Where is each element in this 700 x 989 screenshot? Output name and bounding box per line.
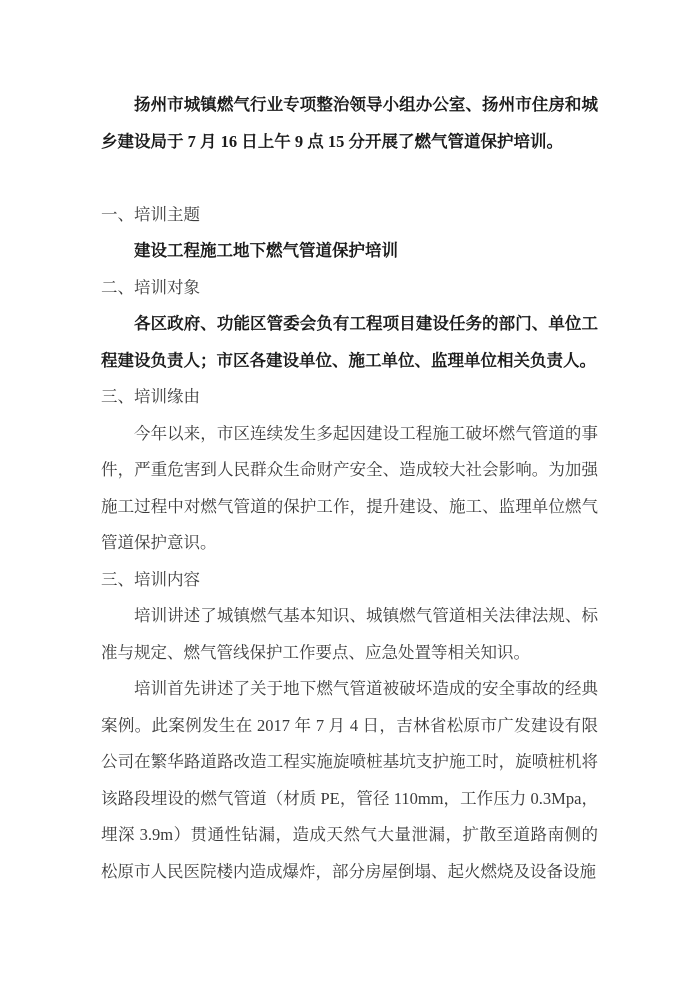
document-body	[101, 87, 598, 890]
section-4-heading: 三、培训内容	[101, 569, 200, 589]
blank-line	[101, 160, 598, 197]
section-3-paragraph: 今年以来，市区连续发生多起因建设工程施工破坏燃气管道的事件，严重危害到人民群众生命财产安全、造成较大社会影响。为加强施工过程中对燃气管道的保护工作，提升建设、施工、监理单位燃气管道保护意识。	[101, 423, 598, 552]
section-4-paragraph-2: 培训首先讲述了关于地下燃气管道被破坏造成的安全事故的经典案例。此案例发生在 2017 年 7 月 4 日，吉林省松原市广发建设有限公司在繁华路道路改造工程实施旋喷桩基坑支护施工时，旋喷桩机将该路段埋设的燃气管道（材质 PE，管径 110mm，工作压力 0.3Mpa，埋深 3.9m）贯通性钻漏，造成天然气大量泄漏，扩散至道路南侧的松原市人民医院楼内造成爆炸，部分房屋倒塌、起火燃烧及设备设施	[101, 679, 598, 881]
section-2-paragraph: 各区政府、功能区管委会负有工程项目建设任务的部门、单位工程建设负责人；市区各建设单位、施工单位、监理单位相关负责人。	[101, 314, 598, 370]
section-2-heading: 二、培训对象	[101, 277, 200, 297]
section-1-paragraph: 建设工程施工地下燃气管道保护培训	[134, 241, 398, 260]
section-1-heading: 一、培训主题	[101, 204, 200, 224]
section-3-heading: 三、培训缘由	[101, 387, 200, 406]
section-4-paragraph-1: 培训讲述了城镇燃气基本知识、城镇燃气管道相关法律法规、标准与规定、燃气管线保护工作要点、应急处置等相关知识。	[101, 606, 598, 662]
intro-paragraph: 扬州市城镇燃气行业专项整治领导小组办公室、扬州市住房和城乡建设局于 7 月 16 日上午 9 点 15 分开展了燃气管道保护培训。	[101, 95, 598, 151]
